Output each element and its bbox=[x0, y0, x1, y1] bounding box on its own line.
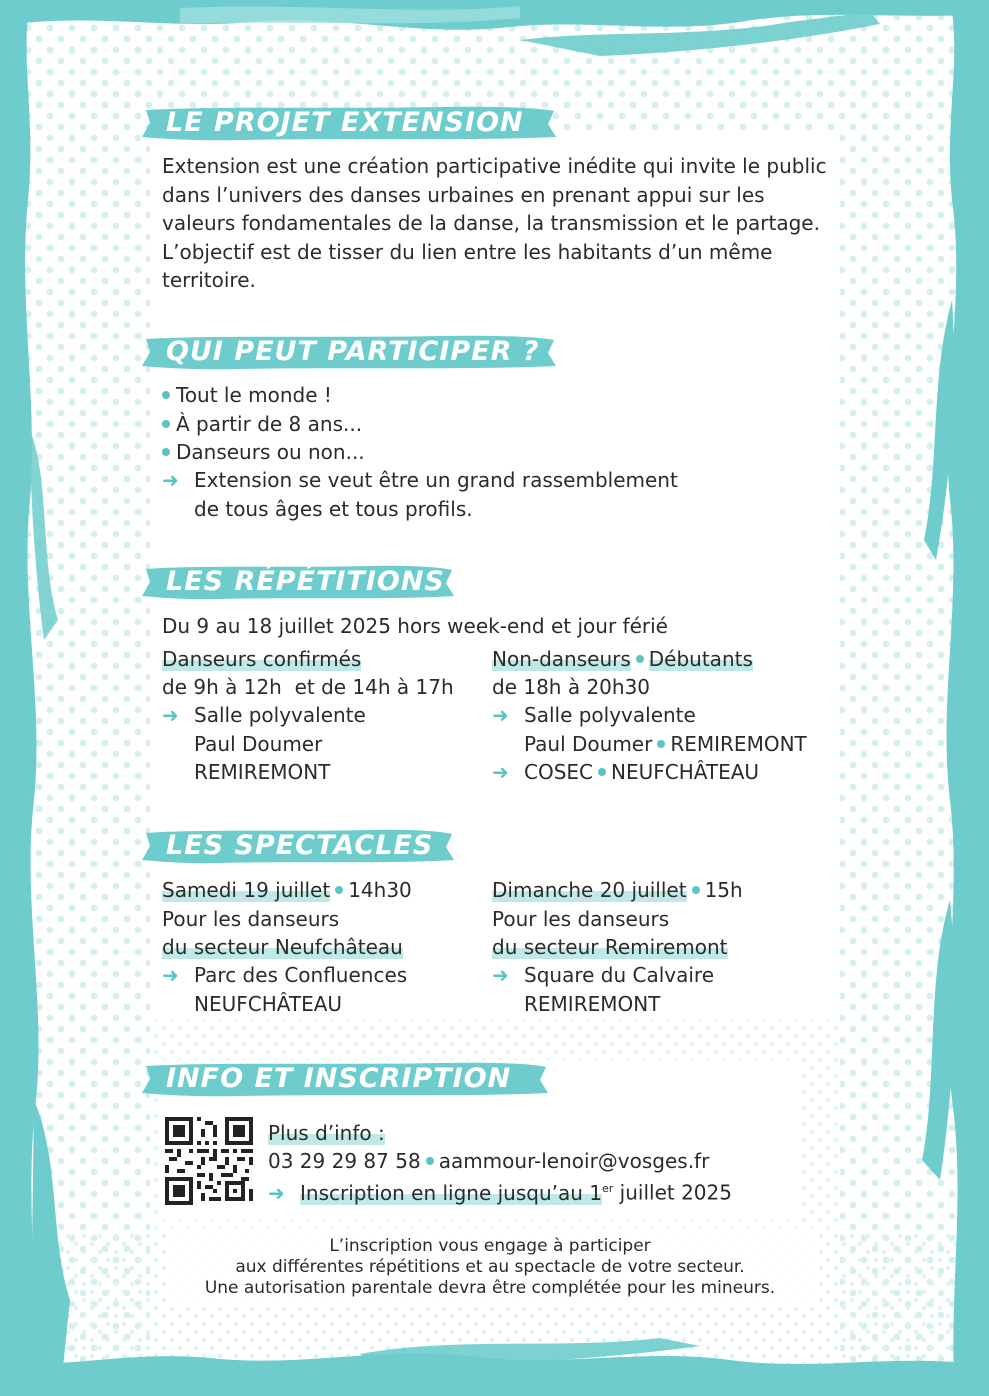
sector-text: du secteur Remiremont bbox=[492, 935, 728, 959]
bullet-dot-icon bbox=[162, 448, 170, 456]
heading-text: Non-danseurs bbox=[492, 647, 631, 671]
inscription-date: juillet 2025 bbox=[613, 1180, 732, 1205]
text-line: Extension est une création participative inédite qui invite le public bbox=[162, 154, 827, 178]
rehearsal-left-heading bbox=[162, 645, 361, 673]
bullet-text: Tout le monde ! bbox=[176, 383, 332, 407]
place-text: Salle polyvalente bbox=[194, 703, 366, 727]
show-left-date bbox=[162, 876, 412, 904]
section-banner-repetitions bbox=[140, 563, 456, 601]
bullet-dot-icon bbox=[162, 391, 170, 399]
rehearsal-left-place bbox=[162, 701, 366, 729]
qr-code[interactable] bbox=[165, 1117, 253, 1205]
show-right-place bbox=[492, 961, 714, 989]
show-right-line1: Pour les danseurs bbox=[492, 907, 670, 931]
section-banner-projet bbox=[140, 104, 560, 142]
section-banner-spectacles bbox=[140, 827, 456, 865]
inscription-line bbox=[268, 1175, 732, 1207]
rehearsal-right-place2 bbox=[492, 758, 759, 786]
arrow-icon: ➜ bbox=[162, 963, 179, 987]
show-left-line2 bbox=[162, 933, 403, 961]
bullet-text: Danseurs ou non... bbox=[176, 440, 365, 464]
show-left-place bbox=[162, 961, 407, 989]
note-line: Une autorisation parentale devra être complétée pour les mineurs. bbox=[204, 1278, 776, 1298]
info-label bbox=[268, 1119, 385, 1147]
section-title: INFO ET INSCRIPTION bbox=[166, 1063, 512, 1094]
registration-note bbox=[180, 1236, 800, 1299]
section-title: QUI PEUT PARTICIPER ? bbox=[166, 336, 540, 367]
text-line: territoire. bbox=[162, 268, 256, 292]
separator-dot-icon bbox=[636, 655, 644, 663]
heading-text: Danseurs confirmés bbox=[162, 647, 362, 671]
place-text: Square du Calvaire bbox=[524, 963, 715, 987]
bullet-item bbox=[162, 381, 332, 409]
superscript-text: er bbox=[602, 1182, 614, 1195]
separator-dot-icon bbox=[598, 768, 606, 776]
rehearsal-dates: Du 9 au 18 juillet 2025 hors week-end et jour férié bbox=[162, 614, 668, 638]
arrow-icon: ➜ bbox=[492, 703, 509, 727]
arrow-icon: ➜ bbox=[162, 703, 179, 727]
show-right-line2 bbox=[492, 933, 728, 961]
email-link[interactable]: aammour-lenoir@vosges.fr bbox=[438, 1149, 710, 1173]
sector-text: du secteur Neufchâteau bbox=[162, 935, 403, 959]
separator-dot-icon bbox=[657, 740, 665, 748]
text-line: L’objectif est de tisser du lien entre les habitants d’un même bbox=[162, 239, 773, 264]
bullet-item bbox=[162, 410, 362, 438]
rehearsal-left-place-line3: REMIREMONT bbox=[194, 760, 331, 784]
place-text: REMIREMONT bbox=[670, 732, 807, 756]
place-text: Paul Doumer bbox=[524, 732, 653, 756]
show-left-place-line2: NEUFCHÂTEAU bbox=[194, 992, 343, 1016]
arrow-continuation: de tous âges et tous profils. bbox=[194, 497, 473, 521]
arrow-icon: ➜ bbox=[162, 468, 179, 492]
show-right-place-line2: REMIREMONT bbox=[524, 992, 661, 1016]
separator-dot-icon bbox=[335, 886, 343, 894]
section-banner-participer bbox=[140, 333, 560, 371]
bullet-dot-icon bbox=[162, 420, 170, 428]
section-title: LES RÉPÉTITIONS bbox=[166, 566, 445, 597]
rehearsal-right-hours: de 18h à 20h30 bbox=[492, 675, 651, 699]
section-title: LE PROJET EXTENSION bbox=[166, 107, 524, 138]
arrow-icon: ➜ bbox=[268, 1180, 285, 1205]
rehearsal-right-place-line2 bbox=[524, 730, 807, 758]
heading-text: Débutants bbox=[648, 647, 753, 671]
place-text: COSEC bbox=[524, 760, 594, 784]
time-text: 15h bbox=[704, 878, 743, 902]
section-title: LES SPECTACLES bbox=[166, 830, 434, 861]
bullet-text: À partir de 8 ans... bbox=[176, 412, 363, 436]
bullet-item bbox=[162, 438, 365, 466]
note-line: aux différentes répétitions et au spectacle de votre secteur. bbox=[235, 1257, 745, 1277]
place-text: NEUFCHÂTEAU bbox=[611, 760, 760, 784]
rehearsal-right-heading bbox=[492, 645, 753, 673]
arrow-text: Extension se veut être un grand rassemblement bbox=[194, 468, 678, 492]
label-text: Plus d’info : bbox=[268, 1121, 385, 1145]
section-banner-info bbox=[140, 1060, 552, 1098]
rehearsal-left-place-line2: Paul Doumer bbox=[194, 732, 323, 756]
date-text: Dimanche 20 juillet bbox=[492, 878, 687, 902]
separator-dot-icon bbox=[426, 1157, 434, 1165]
place-text: Parc des Confluences bbox=[194, 963, 408, 987]
show-right-date bbox=[492, 876, 743, 904]
projet-description bbox=[162, 152, 842, 295]
separator-dot-icon bbox=[692, 886, 700, 894]
date-text: Samedi 19 juillet bbox=[162, 878, 331, 902]
arrow-icon: ➜ bbox=[492, 963, 509, 987]
arrow-item bbox=[162, 466, 678, 494]
rehearsal-left-hours: de 9h à 12h et de 14h à 17h bbox=[162, 675, 454, 699]
contact-line bbox=[268, 1147, 709, 1175]
rehearsal-right-place bbox=[492, 701, 696, 729]
place-text: Salle polyvalente bbox=[524, 703, 696, 727]
inscription-text: Inscription en ligne jusqu’au 1 bbox=[300, 1180, 603, 1205]
show-left-line1: Pour les danseurs bbox=[162, 907, 340, 931]
note-line: L’inscription vous engage à participer bbox=[329, 1236, 651, 1256]
arrow-icon: ➜ bbox=[492, 760, 509, 784]
text-line: dans l’univers des danses urbaines en prenant appui sur les bbox=[162, 182, 765, 207]
text-line: valeurs fondamentales de la danse, la transmission et le partage. bbox=[162, 211, 820, 235]
phone-number[interactable]: 03 29 29 87 58 bbox=[268, 1149, 421, 1173]
time-text: 14h30 bbox=[348, 878, 412, 902]
